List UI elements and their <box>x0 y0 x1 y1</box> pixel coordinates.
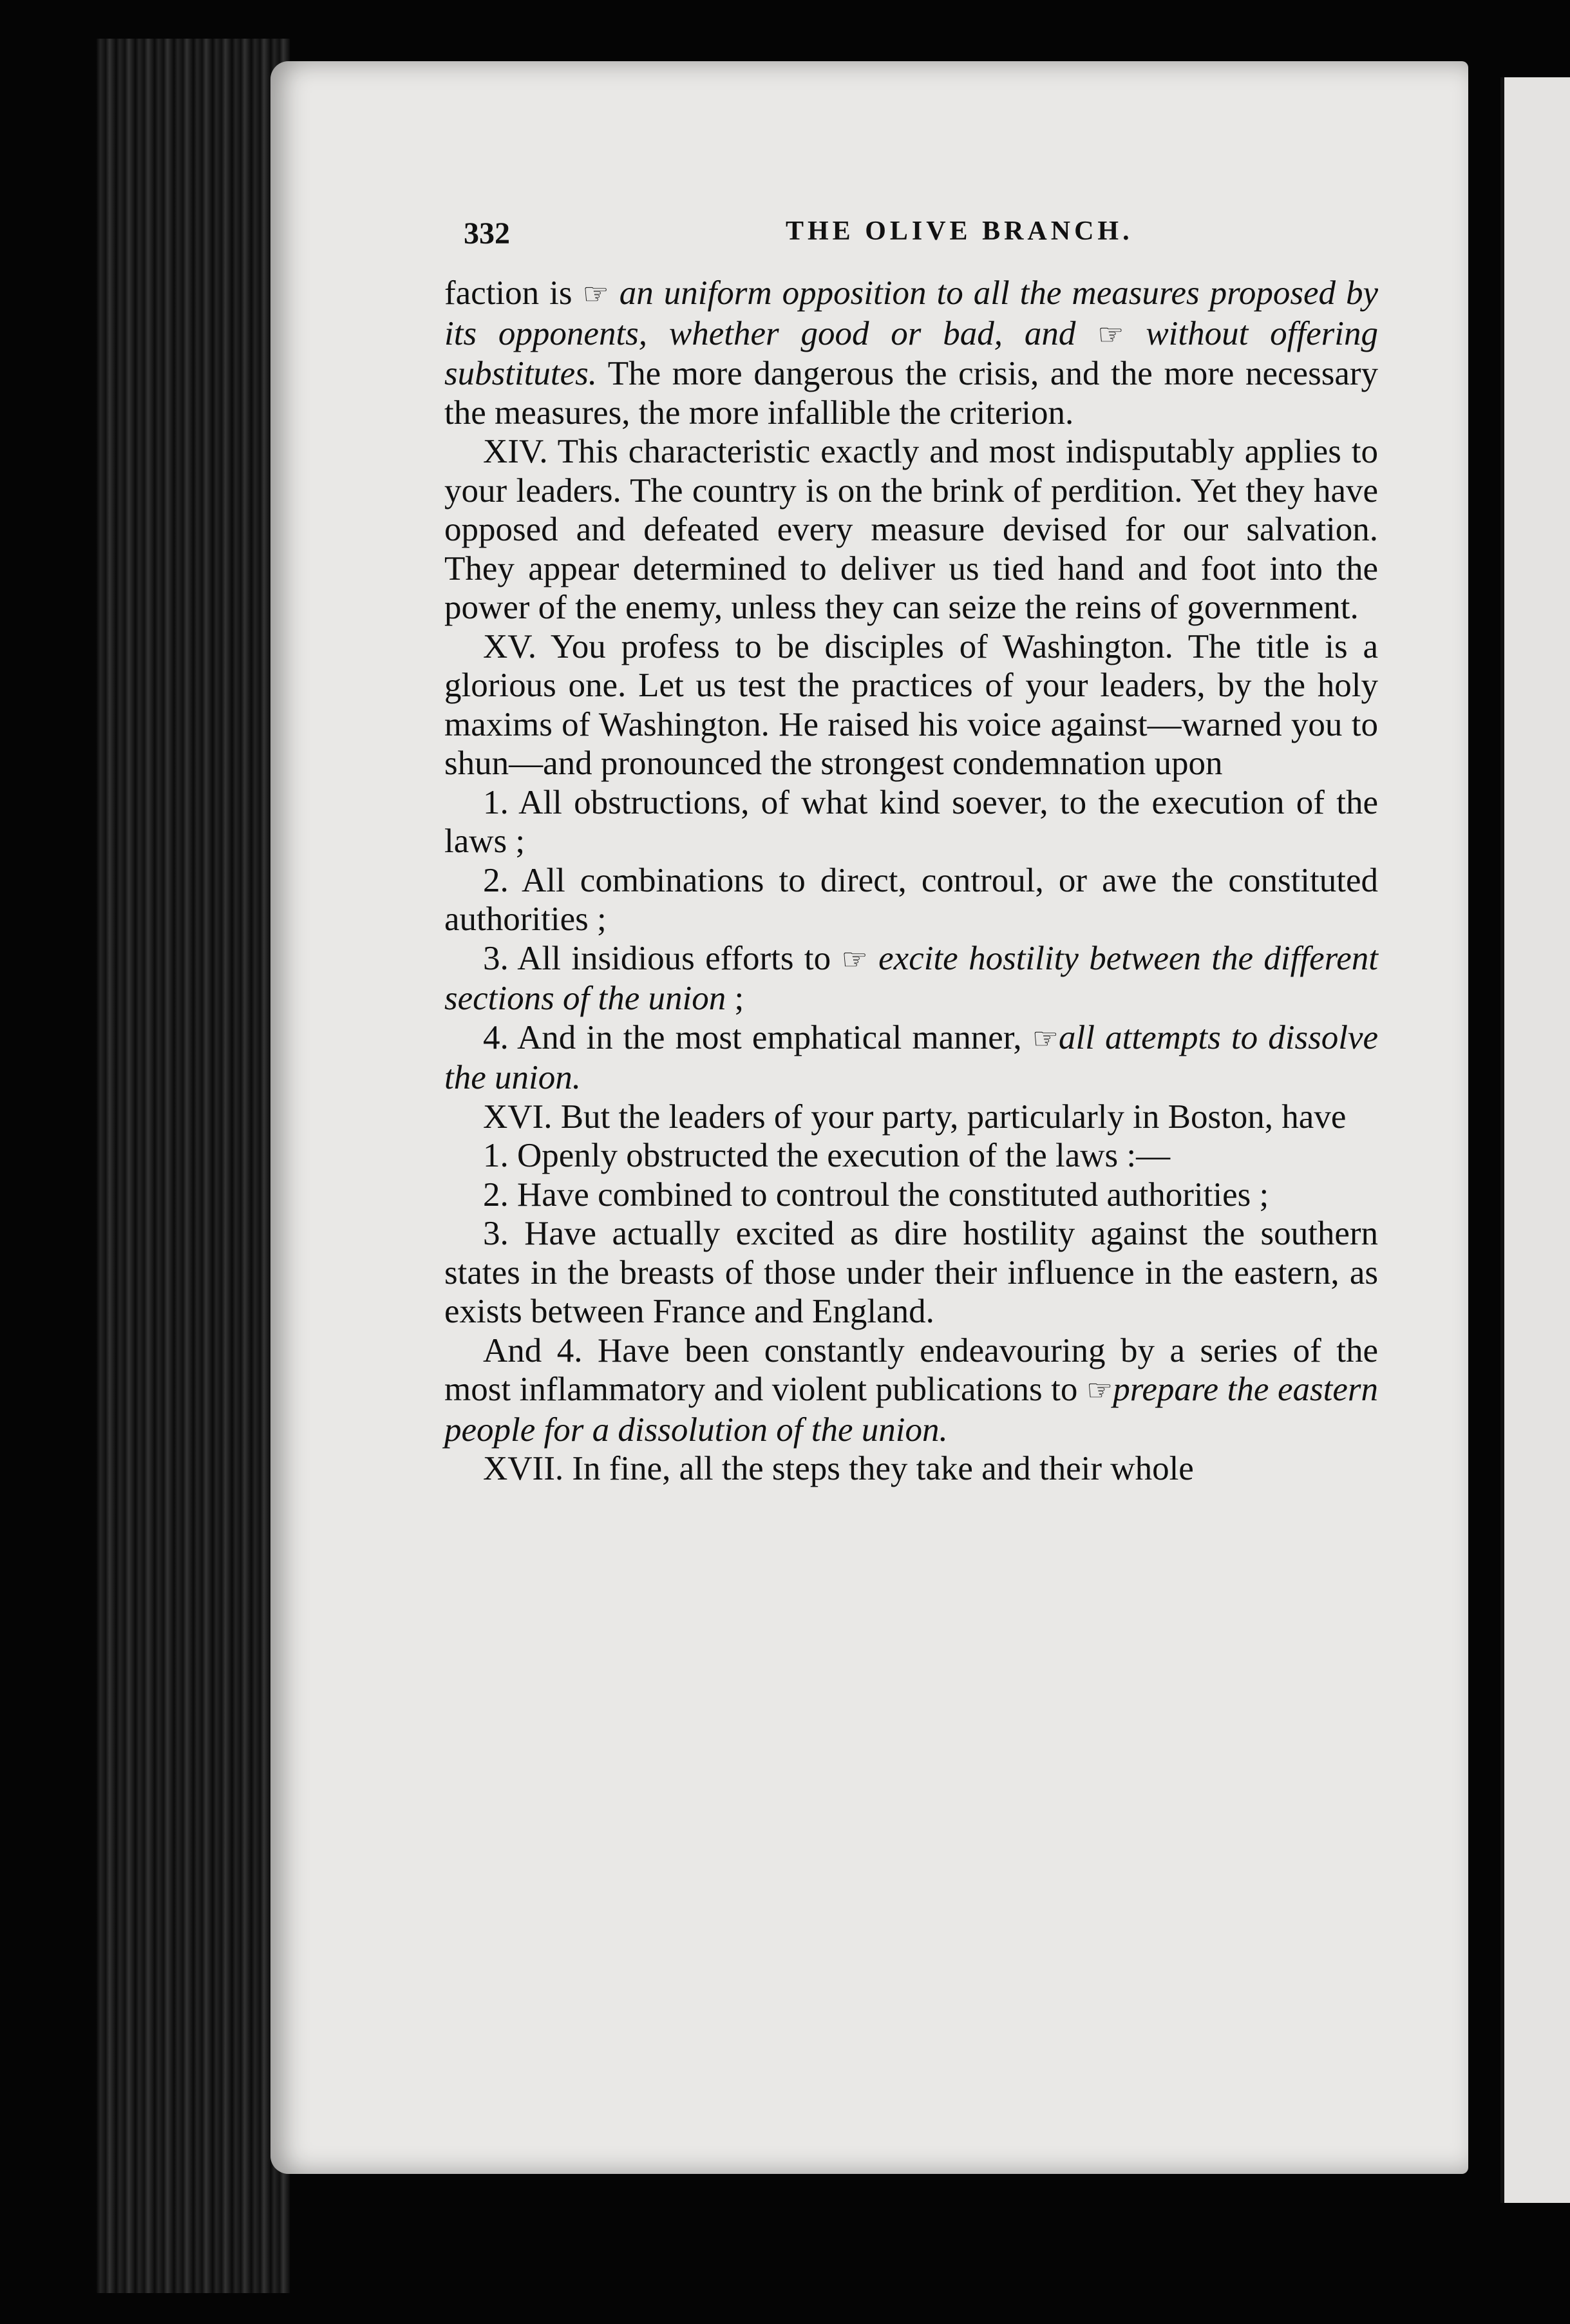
text-run: And 4. Have been constantly endeavouring by a series of the most inflammatory and violent publications to <box>444 1331 1378 1408</box>
list-item: 2. Have combined to controul the constituted authorities ; <box>483 1176 1269 1214</box>
page-header <box>464 216 1378 267</box>
paragraph-xv: XV. You profess to be disciples of Washington. The title is a glorious one. Let us test the practices of your leaders, by the holy maxims of Washington. He raised his voice against—warned you to shun—and pronounced the strongest condemnation upon <box>444 627 1378 782</box>
list-item: 1. Openly obstructed the execution of the laws :— <box>483 1137 1171 1174</box>
book-spine <box>97 39 290 2293</box>
pointing-hand-icon: ☞ <box>582 278 609 310</box>
pointing-hand-icon: ☞ <box>841 942 868 976</box>
facing-page-edge <box>1500 77 1570 2203</box>
italic-run: an uniform opposition to all the measures proposed by its opponents, whether good or bad, and <box>444 274 1379 352</box>
italic-run: excite hostility between the different sections of the union <box>444 939 1379 1017</box>
italic-run: prepare the eastern people for a dissolution of the union. <box>444 1371 1378 1449</box>
paragraph-xvii: XVII. In fine, all the steps they take and their whole <box>483 1450 1194 1487</box>
list-item: 2. All combinations to direct, controul, or awe the constituted authorities ; <box>444 861 1378 938</box>
paragraph-1 <box>444 274 1378 432</box>
italic-run: without offering substitutes. <box>444 314 1379 392</box>
paragraph-xvi: XVI. But the leaders of your party, particularly in Boston, have <box>483 1098 1347 1136</box>
text-run: faction is <box>444 274 583 312</box>
pointing-hand-icon: ☞ <box>1097 318 1124 351</box>
text-run: 4. And in the most emphatical manner, <box>483 1018 1032 1056</box>
list-item: 3. Have actually excited as dire hostility against the southern states in the breasts of those under their influence in the eastern, as exists between France and England. <box>444 1215 1378 1330</box>
page-number: 332 <box>464 216 510 251</box>
text-run: 3. All insidious efforts to <box>483 939 842 977</box>
text-run: The more dangerous the crisis, and the more necessary the measures, the more infallible the criterion. <box>444 355 1378 432</box>
list-item <box>444 939 1378 1018</box>
italic-run: all attempts to dissolve the union. <box>444 1018 1378 1096</box>
text-run: ; <box>726 980 744 1017</box>
page-body <box>444 274 1378 1489</box>
list-item <box>444 1018 1378 1098</box>
running-head: THE OLIVE BRANCH. <box>786 216 1133 246</box>
pointing-hand-icon: ☞ <box>1086 1374 1113 1407</box>
list-item <box>444 1331 1378 1450</box>
paragraph-xiv: XIV. This characteristic exactly and most indisputably applies to your leaders. The country is on the brink of perdition. Yet they have opposed and defeated every measure devised for our salvation. They appear determined to deliver us tied hand and foot into the power of the enemy, unless they can seize the reins of government. <box>444 433 1378 626</box>
pointing-hand-icon: ☞ <box>1032 1022 1059 1055</box>
list-item: 1. All obstructions, of what kind soever, to the execution of the laws ; <box>444 783 1378 860</box>
